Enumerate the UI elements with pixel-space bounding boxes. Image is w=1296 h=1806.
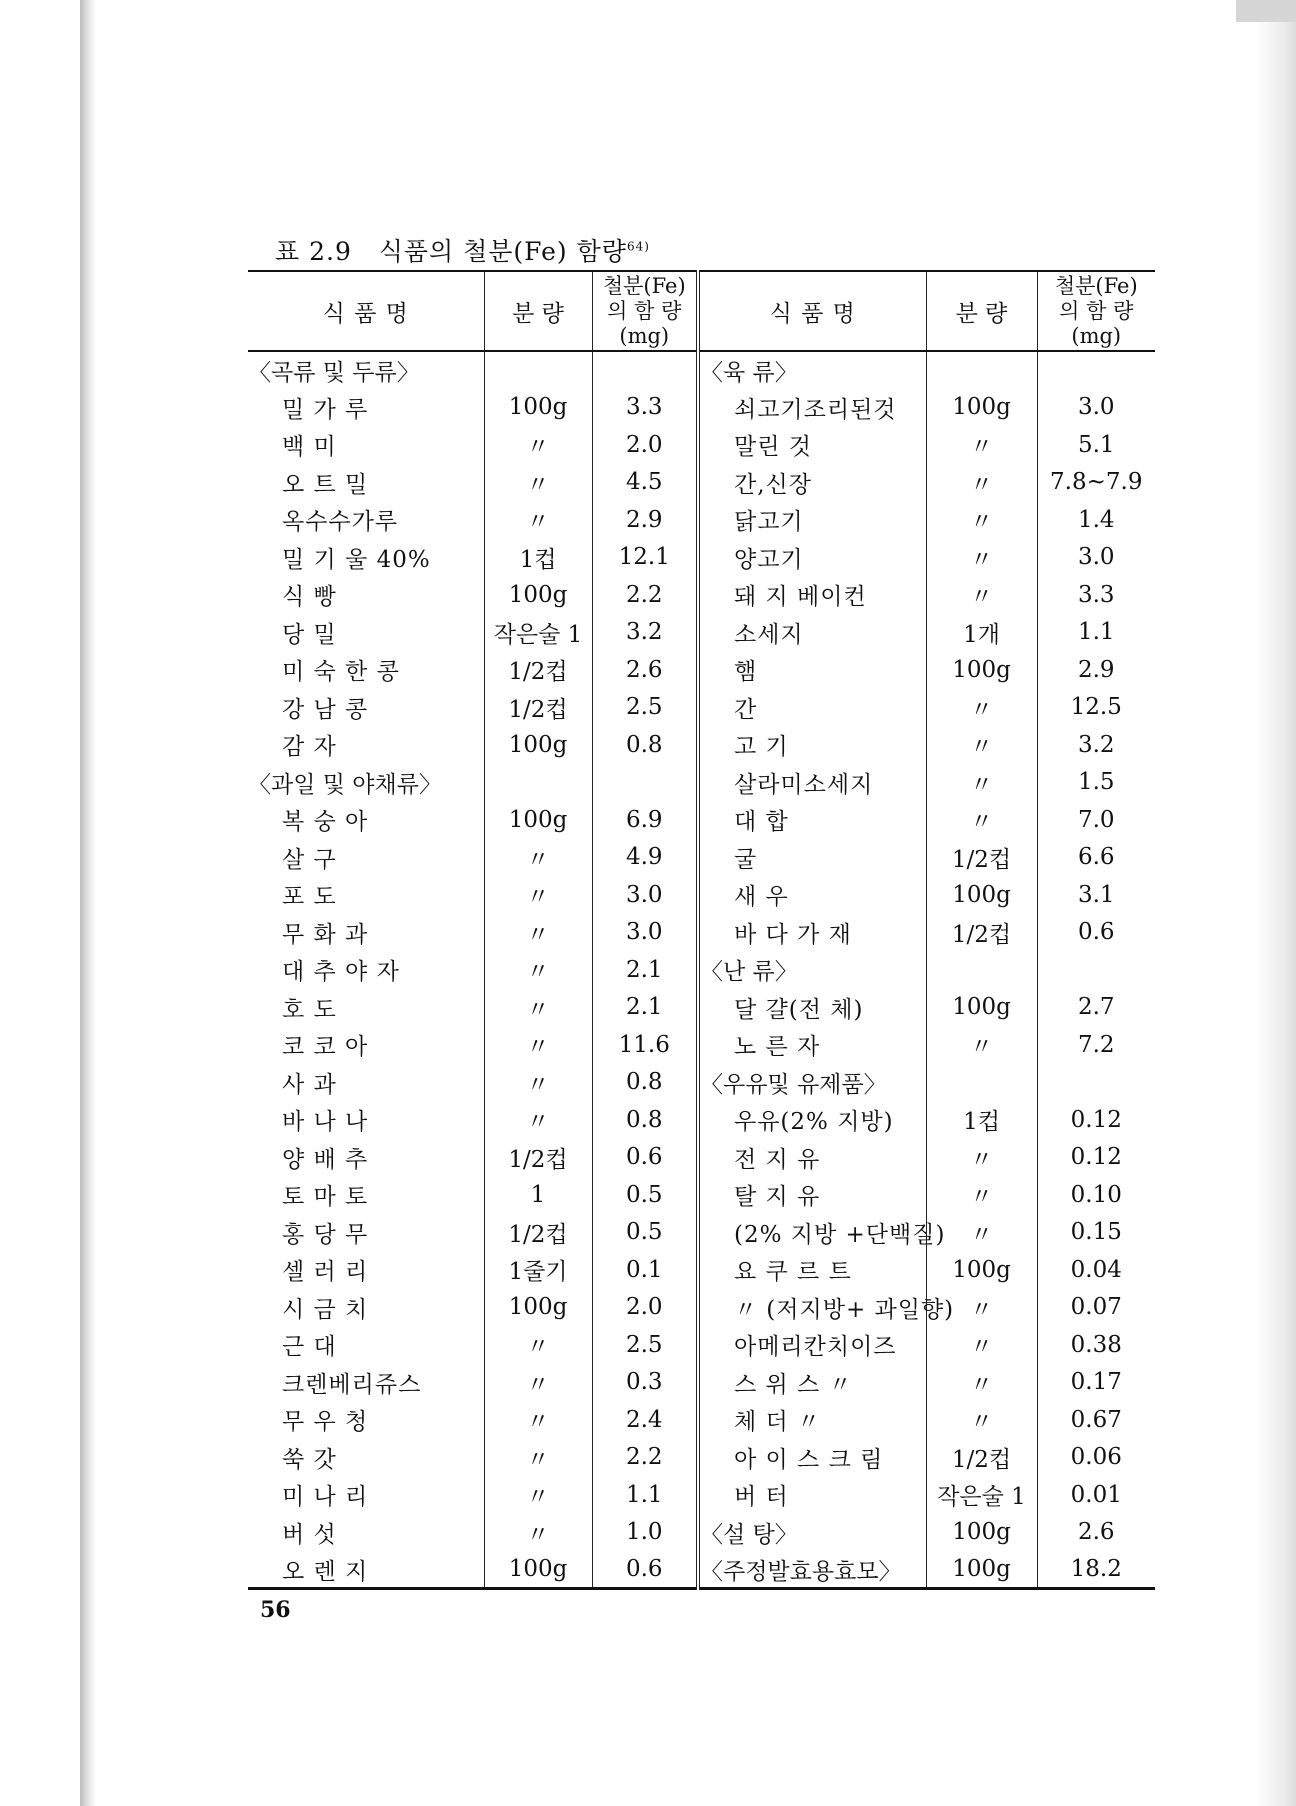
amount-cell	[484, 764, 592, 802]
iron-content-table	[248, 270, 1155, 1590]
iron-value-cell: 2.9	[1037, 651, 1155, 689]
food-name-cell: 바 나 나	[282, 1109, 369, 1136]
iron-value-cell: 12.1	[592, 539, 698, 577]
amount-cell: 〃	[484, 1026, 592, 1064]
food-name-cell: 양고기	[698, 539, 926, 577]
table-row	[248, 801, 1155, 839]
amount-cell: 〃	[926, 764, 1037, 802]
iron-value-cell: 1.0	[592, 1514, 698, 1552]
food-name-cell: 살라미소세지	[698, 764, 926, 802]
food-name-cell: 양 배 추	[282, 1146, 369, 1173]
food-name-cell: 아 이 스 크 림	[698, 1439, 926, 1477]
iron-value-cell: 3.0	[592, 876, 698, 914]
iron-value-cell: 2.2	[592, 1439, 698, 1477]
iron-value-cell: 1.5	[1037, 764, 1155, 802]
food-name-cell: 요 쿠 르 트	[698, 1251, 926, 1289]
iron-value-cell: 0.38	[1037, 1326, 1155, 1364]
amount-cell: 〃	[926, 426, 1037, 464]
food-name-cell: 〈육 류〉	[698, 351, 926, 389]
iron-value-cell: 0.04	[1037, 1251, 1155, 1289]
amount-cell: 1/2컵	[484, 1214, 592, 1252]
table-row	[248, 764, 1155, 802]
table-row	[248, 389, 1155, 427]
food-name-cell: 오 렌 지	[248, 1551, 484, 1589]
amount-cell: 〃	[926, 689, 1037, 727]
table-row	[248, 876, 1155, 914]
book-spine-shadow	[80, 0, 96, 1806]
table-row	[248, 1401, 1155, 1439]
food-name-cell: 대 합	[698, 801, 926, 839]
iron-value-cell: 3.1	[1037, 876, 1155, 914]
iron-value-cell: 4.5	[592, 464, 698, 502]
iron-value-cell: 1.1	[1037, 614, 1155, 652]
food-name-cell: 아메리칸치이즈	[698, 1326, 926, 1364]
food-name-cell: 스 위 스 〃	[698, 1364, 926, 1402]
amount-cell	[926, 1064, 1037, 1102]
table-row	[248, 1289, 1155, 1327]
food-name-cell: 체 더 〃	[698, 1401, 926, 1439]
header-amount-right: 분 량	[926, 271, 1037, 351]
food-name-cell: 버 터	[698, 1476, 926, 1514]
iron-value-cell: 3.3	[592, 389, 698, 427]
iron-value-cell	[592, 351, 698, 389]
food-name-cell: 버 섯	[282, 1521, 337, 1548]
table-header-row	[248, 271, 1155, 351]
amount-cell: 1/2컵	[926, 839, 1037, 877]
iron-value-cell: 2.0	[592, 426, 698, 464]
food-name-cell: 우유(2% 지방)	[698, 1101, 926, 1139]
amount-cell: 100g	[926, 389, 1037, 427]
food-name-cell: 말린 것	[698, 426, 926, 464]
amount-cell: 1/2컵	[926, 914, 1037, 952]
iron-value-cell: 0.15	[1037, 1214, 1155, 1252]
table-row	[248, 539, 1155, 577]
table-row	[248, 839, 1155, 877]
table-row	[248, 1139, 1155, 1177]
page-number: 56	[260, 1597, 291, 1623]
table-row	[248, 576, 1155, 614]
amount-cell: 〃	[484, 1514, 592, 1552]
food-name-cell: 전 지 유	[698, 1139, 926, 1177]
food-name-cell: 식 빵	[282, 584, 337, 611]
table-row	[248, 351, 1155, 389]
food-name-cell: 토 마 토	[282, 1184, 369, 1211]
iron-value-cell: 0.67	[1037, 1401, 1155, 1439]
table-row	[248, 1176, 1155, 1214]
amount-cell: 〃	[926, 576, 1037, 614]
iron-value-cell: 0.6	[1037, 914, 1155, 952]
amount-cell: 1/2컵	[926, 1439, 1037, 1477]
iron-value-cell: 7.0	[1037, 801, 1155, 839]
amount-cell: 〃	[926, 1289, 1037, 1327]
iron-value-cell: 11.6	[592, 1026, 698, 1064]
food-name-cell: 미 숙 한 콩	[282, 659, 400, 686]
table-row	[248, 614, 1155, 652]
table-body	[248, 351, 1155, 1589]
page-corner	[1236, 0, 1296, 22]
table-number: 표 2.9	[275, 237, 352, 266]
iron-value-cell: 0.6	[592, 1551, 698, 1589]
iron-value-cell: 4.9	[592, 839, 698, 877]
header-iron-right: 철분(Fe) 의 함 량 (mg)	[1037, 271, 1155, 351]
amount-cell: 〃	[484, 501, 592, 539]
amount-cell: 100g	[484, 801, 592, 839]
food-name-cell: 고 기	[698, 726, 926, 764]
iron-value-cell: 3.3	[1037, 576, 1155, 614]
amount-cell: 100g	[484, 389, 592, 427]
iron-value-cell	[1037, 951, 1155, 989]
food-name-cell: 쑥 갓	[282, 1446, 337, 1473]
table-row	[248, 726, 1155, 764]
header-amount-left: 분 량	[484, 271, 592, 351]
amount-cell: 〃	[926, 1139, 1037, 1177]
food-name-cell: 〈곡류 및 두류〉	[248, 359, 420, 386]
amount-cell: 〃	[484, 876, 592, 914]
food-name-cell: 간	[698, 689, 926, 727]
table-row	[248, 651, 1155, 689]
amount-cell: 〃	[484, 1364, 592, 1402]
amount-cell: 100g	[926, 876, 1037, 914]
iron-value-cell: 2.1	[592, 989, 698, 1027]
food-name-cell: 간,신장	[698, 464, 926, 502]
food-name-cell: 감 자	[282, 734, 337, 761]
amount-cell: 〃	[484, 951, 592, 989]
iron-value-cell: 3.2	[592, 614, 698, 652]
iron-value-cell	[592, 764, 698, 802]
iron-value-cell: 0.1	[592, 1251, 698, 1289]
iron-value-cell: 0.17	[1037, 1364, 1155, 1402]
amount-cell: 〃	[484, 1326, 592, 1364]
amount-cell: 100g	[484, 576, 592, 614]
amount-cell: 〃	[926, 801, 1037, 839]
food-name-cell: 강 남 콩	[282, 696, 369, 723]
amount-cell: 〃	[484, 914, 592, 952]
iron-value-cell: 2.6	[592, 651, 698, 689]
food-name-cell: 햄	[698, 651, 926, 689]
amount-cell: 〃	[484, 464, 592, 502]
food-name-cell: 옥수수가루	[282, 509, 399, 536]
amount-cell: 〃	[926, 1401, 1037, 1439]
amount-cell: 〃	[926, 1026, 1037, 1064]
amount-cell: 〃	[926, 1176, 1037, 1214]
food-name-cell: 〃 (저지방+ 과일향)	[698, 1289, 926, 1327]
table-row	[248, 689, 1155, 727]
iron-value-cell: 0.3	[592, 1364, 698, 1402]
food-name-cell: 홍 당 무	[282, 1221, 369, 1248]
amount-cell: 1/2컵	[484, 689, 592, 727]
iron-value-cell	[1037, 351, 1155, 389]
amount-cell: 100g	[926, 1551, 1037, 1589]
amount-cell: 작은술 1	[484, 614, 592, 652]
amount-cell: 〃	[484, 1064, 592, 1102]
iron-value-cell: 7.2	[1037, 1026, 1155, 1064]
amount-cell: 100g	[926, 1251, 1037, 1289]
amount-cell: 100g	[484, 726, 592, 764]
amount-cell: 〃	[484, 1101, 592, 1139]
iron-value-cell: 2.7	[1037, 989, 1155, 1027]
iron-value-cell: 0.10	[1037, 1176, 1155, 1214]
food-name-cell: 살 구	[282, 846, 337, 873]
table-row	[248, 1064, 1155, 1102]
iron-value-cell: 0.6	[592, 1139, 698, 1177]
amount-cell: 1/2컵	[484, 651, 592, 689]
food-name-cell: 〈주정발효용효모〉	[698, 1551, 926, 1589]
food-name-cell: 백 미	[282, 434, 337, 461]
food-name-cell: 탈 지 유	[698, 1176, 926, 1214]
iron-value-cell	[1037, 1064, 1155, 1102]
table-row	[248, 464, 1155, 502]
iron-value-cell: 0.8	[592, 1064, 698, 1102]
food-name-cell: 노 른 자	[698, 1026, 926, 1064]
table-row	[248, 426, 1155, 464]
iron-value-cell: 5.1	[1037, 426, 1155, 464]
amount-cell: 〃	[484, 426, 592, 464]
iron-value-cell: 0.8	[592, 1101, 698, 1139]
food-name-cell: 밀 기 울 40%	[282, 546, 431, 573]
header-food-name-right: 식 품 명	[698, 271, 926, 351]
amount-cell: 100g	[484, 1551, 592, 1589]
table-row	[248, 1214, 1155, 1252]
food-name-cell: 굴	[698, 839, 926, 877]
food-name-cell: 미 나 리	[282, 1484, 369, 1511]
iron-value-cell: 0.01	[1037, 1476, 1155, 1514]
amount-cell	[484, 351, 592, 389]
iron-value-cell: 2.4	[592, 1401, 698, 1439]
amount-cell: 〃	[926, 539, 1037, 577]
food-name-cell: 포 도	[282, 884, 337, 911]
amount-cell: 1/2컵	[484, 1139, 592, 1177]
iron-value-cell: 2.2	[592, 576, 698, 614]
food-name-cell: 소세지	[698, 614, 926, 652]
iron-value-cell: 0.8	[592, 726, 698, 764]
iron-value-cell: 12.5	[1037, 689, 1155, 727]
header-food-name-left: 식 품 명	[248, 271, 484, 351]
food-name-cell: 오 트 밀	[282, 471, 369, 498]
iron-value-cell: 2.5	[592, 689, 698, 727]
table-row	[248, 1251, 1155, 1289]
amount-cell: 1컵	[926, 1101, 1037, 1139]
food-name-cell: 시 금 치	[282, 1296, 369, 1323]
amount-cell: 〃	[484, 839, 592, 877]
amount-cell: 〃	[926, 1326, 1037, 1364]
food-name-cell: 새 우	[698, 876, 926, 914]
iron-value-cell: 7.8~7.9	[1037, 464, 1155, 502]
amount-cell: 〃	[926, 501, 1037, 539]
table-row	[248, 1551, 1155, 1589]
food-name-cell: 밀 가 루	[282, 396, 369, 423]
food-name-cell: 쇠고기조리된것	[698, 389, 926, 427]
amount-cell: 〃	[484, 1401, 592, 1439]
iron-value-cell: 0.5	[592, 1176, 698, 1214]
table-row	[248, 1439, 1155, 1477]
amount-cell: 1줄기	[484, 1251, 592, 1289]
iron-value-cell: 0.5	[592, 1214, 698, 1252]
food-name-cell: 무 화 과	[282, 921, 369, 948]
food-name-cell: 크렌베리쥬스	[282, 1371, 422, 1398]
amount-cell: 〃	[926, 1214, 1037, 1252]
iron-value-cell: 3.0	[1037, 389, 1155, 427]
food-name-cell: 〈난 류〉	[698, 951, 926, 989]
amount-cell: 〃	[484, 1476, 592, 1514]
amount-cell: 1	[484, 1176, 592, 1214]
table-row	[248, 1514, 1155, 1552]
table-row	[248, 1476, 1155, 1514]
table-row	[248, 951, 1155, 989]
iron-value-cell: 3.0	[592, 914, 698, 952]
iron-value-cell: 6.6	[1037, 839, 1155, 877]
table-row	[248, 1101, 1155, 1139]
amount-cell: 〃	[484, 1439, 592, 1477]
amount-cell: 100g	[484, 1289, 592, 1327]
iron-value-cell: 2.1	[592, 951, 698, 989]
table-row	[248, 501, 1155, 539]
iron-value-cell: 0.06	[1037, 1439, 1155, 1477]
iron-value-cell: 0.12	[1037, 1139, 1155, 1177]
table-caption	[275, 232, 650, 268]
food-name-cell: 코 코 아	[282, 1034, 369, 1061]
food-name-cell: 호 도	[282, 996, 337, 1023]
table-title: 식품의 철분(Fe) 함량	[378, 237, 627, 266]
page-edge-shadow	[1256, 0, 1296, 1806]
food-name-cell: 돼 지 베이컨	[698, 576, 926, 614]
food-name-cell: 당 밀	[282, 621, 337, 648]
iron-value-cell: 3.0	[1037, 539, 1155, 577]
amount-cell: 〃	[926, 464, 1037, 502]
amount-cell: 작은술 1	[926, 1476, 1037, 1514]
amount-cell: 100g	[926, 651, 1037, 689]
food-name-cell: (2% 지방 +단백질)	[698, 1214, 926, 1252]
iron-value-cell: 1.4	[1037, 501, 1155, 539]
amount-cell: 100g	[926, 989, 1037, 1027]
food-name-cell: 바 다 가 재	[698, 914, 926, 952]
iron-value-cell: 2.6	[1037, 1514, 1155, 1552]
table-row	[248, 1326, 1155, 1364]
food-name-cell: 〈과일 및 야채류〉	[248, 771, 442, 798]
table-row	[248, 1364, 1155, 1402]
food-name-cell: 〈우유및 유제품〉	[698, 1064, 926, 1102]
food-name-cell: 무 우 청	[282, 1409, 369, 1436]
table-row	[248, 1026, 1155, 1064]
amount-cell	[926, 951, 1037, 989]
iron-value-cell: 3.2	[1037, 726, 1155, 764]
food-name-cell: 복 숭 아	[282, 809, 369, 836]
food-name-cell: 사 과	[282, 1071, 337, 1098]
amount-cell: 100g	[926, 1514, 1037, 1552]
food-name-cell: 달 걀(전 체)	[698, 989, 926, 1027]
amount-cell: 〃	[926, 726, 1037, 764]
food-name-cell: 근 대	[282, 1334, 337, 1361]
iron-value-cell: 2.5	[592, 1326, 698, 1364]
iron-value-cell: 2.0	[592, 1289, 698, 1327]
amount-cell: 〃	[484, 989, 592, 1027]
iron-value-cell: 0.12	[1037, 1101, 1155, 1139]
food-name-cell: 닭고기	[698, 501, 926, 539]
iron-value-cell: 0.07	[1037, 1289, 1155, 1327]
amount-cell: 〃	[926, 1364, 1037, 1402]
table-row	[248, 914, 1155, 952]
reference-mark: 64)	[626, 239, 650, 254]
header-iron-left: 철분(Fe) 의 함 량 (mg)	[592, 271, 698, 351]
table-row	[248, 989, 1155, 1027]
amount-cell	[926, 351, 1037, 389]
food-name-cell: 대 추 야 자	[282, 959, 400, 986]
iron-value-cell: 18.2	[1037, 1551, 1155, 1589]
food-name-cell: 셀 러 리	[282, 1259, 369, 1286]
iron-value-cell: 1.1	[592, 1476, 698, 1514]
food-name-cell: 〈설 탕〉	[698, 1514, 926, 1552]
iron-value-cell: 6.9	[592, 801, 698, 839]
amount-cell: 1개	[926, 614, 1037, 652]
iron-value-cell: 2.9	[592, 501, 698, 539]
amount-cell: 1컵	[484, 539, 592, 577]
